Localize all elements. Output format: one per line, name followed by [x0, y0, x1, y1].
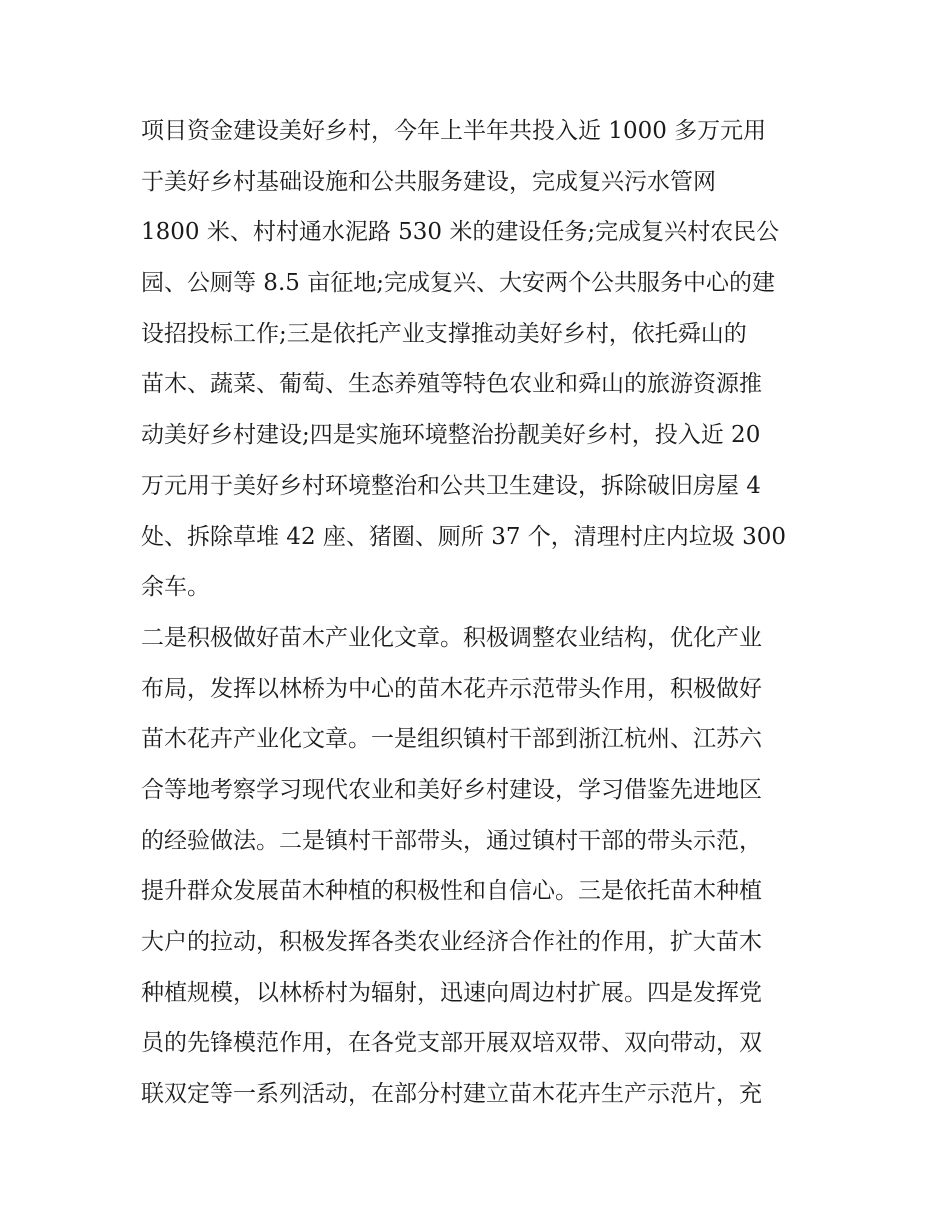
text-line: 的经验做法。二是镇村干部带头，通过镇村干部的带头示范， [141, 827, 762, 854]
text-line: 联双定等一系列活动，在部分村建立苗木花卉生产示范片，充 [141, 1081, 762, 1108]
body-text [141, 106, 821, 1120]
text-line: 动美好乡村建设;四是实施环境整治扮靓美好乡村，投入近 20 [141, 422, 761, 449]
text-line: 合等地考察学习现代农业和美好乡村建设，学习借鉴先进地区 [141, 776, 762, 803]
text-line: 苗木、蔬菜、葡萄、生态养殖等特色农业和舜山的旅游资源推 [141, 371, 762, 398]
text-line: 二是积极做好苗木产业化文章。积极调整农业结构，优化产业 [141, 624, 762, 651]
text-line: 设招投标工作;三是依托产业支撑推动美好乡村，依托舜山的 [141, 320, 747, 347]
text-line: 园、公厕等 8.5 亩征地;完成复兴、大安两个公共服务中心的建 [141, 270, 775, 297]
text-line: 1800 米、村村通水泥路 530 米的建设任务;完成复兴村农民公 [141, 219, 780, 246]
text-line: 苗木花卉产业化文章。一是组织镇村干部到浙江杭州、江苏六 [141, 726, 762, 753]
text-line: 项目资金建设美好乡村，今年上半年共投入近 1000 多万元用 [141, 118, 767, 144]
text-line: 万元用于美好乡村环境整治和公共卫生建设，拆除破旧房屋 4 [141, 472, 761, 499]
text-line: 提升群众发展苗木种植的积极性和自信心。三是依托苗木种植 [141, 878, 762, 905]
text-line: 布局，发挥以林桥为中心的苗木花卉示范带头作用，积极做好 [141, 675, 762, 702]
text-line: 员的先锋模范作用，在各党支部开展双培双带、双向带动，双 [141, 1030, 762, 1057]
text-line: 大户的拉动，积极发挥各类农业经济合作社的作用，扩大苗木 [141, 929, 762, 955]
text-line: 余车。 [141, 574, 210, 601]
text-line: 处、拆除草堆 42 座、猪圈、厕所 37 个，清理村庄内垃圾 300 [141, 523, 786, 550]
text-line: 于美好乡村基础设施和公共服务建设，完成复兴污水管网 [141, 168, 716, 195]
text-line: 种植规模，以林桥村为辐射，迅速向周边村扩展。四是发挥党 [141, 979, 762, 1006]
